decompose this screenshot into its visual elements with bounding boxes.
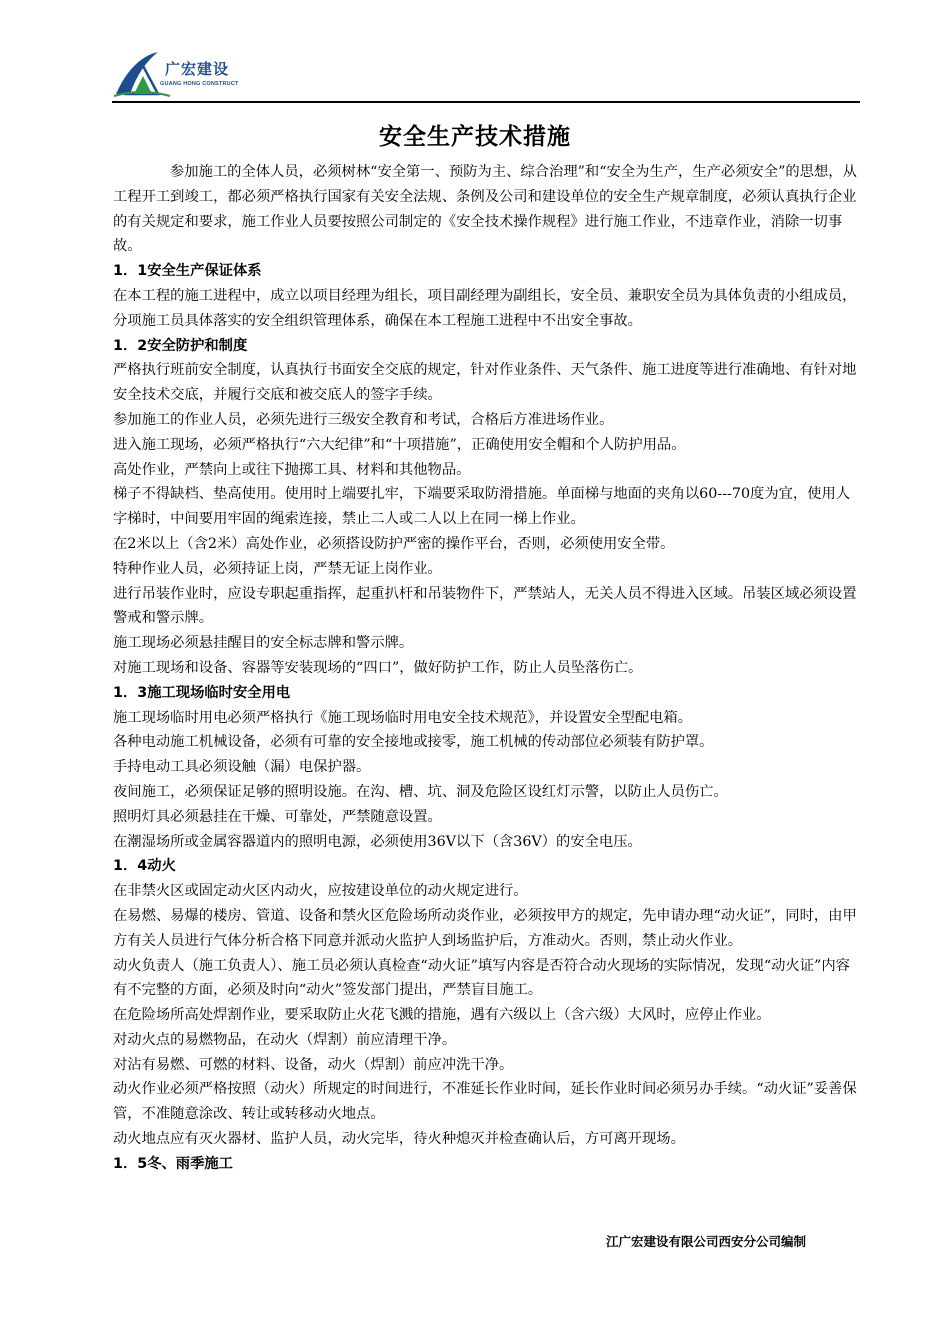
section-paragraph: 手持电动工具必须设触（漏）电保护器。 xyxy=(113,759,371,776)
section-paragraph: 特种作业人员，必须持证上岗，严禁无证上岗作业。 xyxy=(113,560,442,577)
document-body xyxy=(113,160,861,1177)
triangle-mountain-logo-icon xyxy=(112,46,172,100)
section-paragraph: 在潮湿场所或金属容器道内的照明电源，必须使用36V以下（含36V）的安全电压。 xyxy=(113,833,642,850)
section-paragraph: 高处作业，严禁向上或往下抛掷工具、材料和其他物品。 xyxy=(113,461,471,478)
section-paragraph: 对施工现场和设备、容器等安装现场的“四口”，做好防护工作，防止人员坠落伤亡。 xyxy=(113,659,643,676)
section-heading: 1．3施工现场临时安全用电 xyxy=(113,684,291,701)
section-paragraph: 各种电动施工机械设备，必须有可靠的安全接地或接零，施工机械的传动部位必须装有防护罩。 xyxy=(113,734,714,751)
section-paragraph: 对动火点的易燃物品，在动火（焊割）前应清理干净。 xyxy=(113,1031,457,1048)
section-paragraph: 参加施工的作业人员，必须先进行三级安全教育和考试，合格后方准进场作业。 xyxy=(113,411,614,428)
company-name: 广宏建设 xyxy=(165,60,230,78)
section-paragraph: 在易燃、易爆的楼房、管道、设备和禁火区危险场所动炎作业，必须按甲方的规定，先申请办理“动火证”，同时，由甲方有关人员进行气体分析合格下同意并派动火监护人到场监护后，方准动火。否则，禁止动火作业。 xyxy=(113,907,857,949)
section-paragraph: 在危险场所高处焊割作业，要采取防止火花飞溅的措施，遇有六级以上（含六级）大风时，应停止作业。 xyxy=(113,1007,771,1024)
section-heading: 1．2安全防护和制度 xyxy=(113,337,248,354)
section-paragraph: 施工现场必须悬挂醒目的安全标志牌和警示牌。 xyxy=(113,635,414,652)
company-logo xyxy=(112,46,242,100)
section-paragraph: 夜间施工，必须保证足够的照明设施。在沟、槽、坑、洞及危险区设红灯示警，以防止人员伤亡。 xyxy=(113,783,728,800)
footer-note: 江广宏建设有限公司西安分公司编制 xyxy=(605,1234,806,1249)
page-title: 安全生产技术措施 xyxy=(379,123,571,150)
section-paragraph: 动火负责人（施工负责人）、施工员必须认真检查“动火证”填写内容是否符合动火现场的实际情况，发现“动火证”内容有不完整的方面，必须及时向“动火”签发部门提出，严禁盲目施工。 xyxy=(113,957,850,999)
section-paragraph: 进行吊装作业时，应设专职起重指挥，起重扒杆和吊装物件下，严禁站人，无关人员不得进入区域。吊装区域必须设置警戒和警示牌。 xyxy=(113,585,857,627)
section-paragraph: 对沾有易燃、可燃的材料、设备，动火（焊割）前应冲洗干净。 xyxy=(113,1056,514,1073)
section-paragraph: 动火地点应有灭火器材、监护人员，动火完毕，待火种熄灭并检查确认后，方可离开现场。 xyxy=(113,1131,685,1148)
section-paragraph: 在2米以上（含2米）高处作业，必须搭设防护严密的操作平台，否则，必须使用安全带。 xyxy=(113,535,675,552)
section-paragraph: 动火作业必须严格按照（动火）所规定的时间进行，不准延长作业时间，延长作业时间必须另办手续。“动火证”妥善保管，不准随意涂改、转让或转移动火地点。 xyxy=(113,1081,857,1123)
section-paragraph: 照明灯具必须悬挂在干燥、可靠处，严禁随意设置。 xyxy=(113,808,442,825)
section-paragraph: 在非禁火区或固定动火区内动火，应按建设单位的动火规定进行。 xyxy=(113,883,528,900)
section-heading: 1．1安全生产保证体系 xyxy=(113,263,262,280)
section-paragraph: 进入施工现场，必须严格执行“六大纪律”和“十项措施”，正确使用安全帽和个人防护用品。 xyxy=(113,436,686,453)
section-paragraph: 在本工程的施工进程中，成立以项目经理为组长，项目副经理为副组长，安全员、兼职安全员为具体负责的小组成员，分项施工员具体落实的安全组织管理体系，确保在本工程施工进程中不出安全事故。 xyxy=(113,287,857,329)
section-paragraph: 施工现场临时用电必须严格执行《施工现场临时用电安全技术规范》，并设置安全型配电箱。 xyxy=(113,709,693,726)
section-paragraph: 梯子不得缺档、垫高使用。使用时上端要扎牢，下端要采取防滑措施。单面梯与地面的夹角以60---70度为宜，使用人字梯时，中间要用牢固的绳索连接，禁止二人或二人以上在同一梯上作业。 xyxy=(113,486,851,528)
company-name-en: GUANG HONG CONSTRUCT xyxy=(160,81,239,87)
section-heading: 1．5冬、雨季施工 xyxy=(113,1155,233,1172)
section-paragraph: 严格执行班前安全制度，认真执行书面安全交底的规定，针对作业条件、天气条件、施工进度等进行准确地、有针对地安全技术交底，并履行交底和被交底人的签字手续。 xyxy=(113,362,857,404)
section-heading: 1．4动火 xyxy=(113,858,176,875)
intro-paragraph: 参加施工的全体人员，必须树林“安全第一、预防为主、综合治理”和“安全为生产，生产必须安全”的思想，从工程开工到竣工，都必须严格执行国家有关安全法规、条例及公司和建设单位的安全生产规章制度，必须认真执行企业的有关规定和要求，施工作业人员要按照公司制定的《安全技术操作规程》进行施工作业，不违章作业，消除一切事故。 xyxy=(113,164,857,255)
header-divider xyxy=(112,101,860,103)
page-header xyxy=(112,46,860,104)
